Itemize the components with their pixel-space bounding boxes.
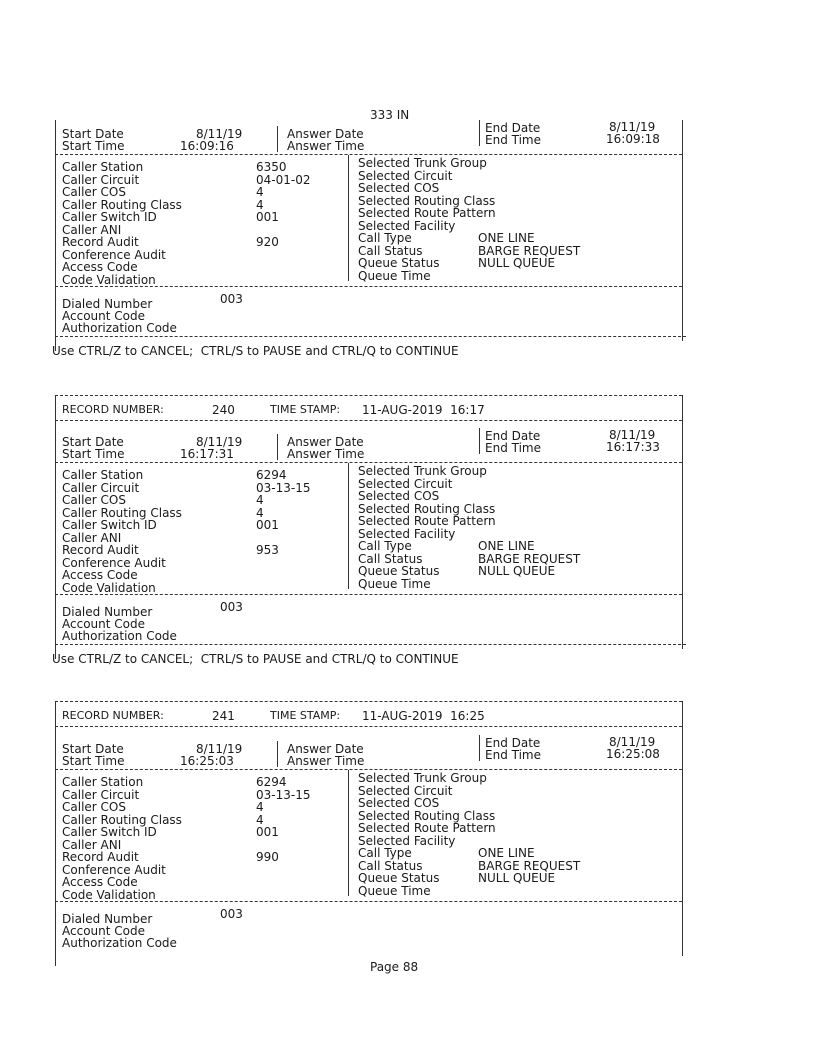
call-status: BARGE REQUEST	[478, 858, 581, 873]
continue-prompt: Use CTRL/Z to CANCEL; CTRL/S to PAUSE and CTRL/Q to CONTINUE	[52, 652, 459, 666]
selected-circuit-label: Selected Circuit	[358, 783, 453, 798]
column-rule	[55, 395, 56, 659]
account-code-label: Account Code	[62, 617, 145, 631]
column-rule	[682, 701, 683, 956]
caller-switch-id-label: Caller Switch ID	[62, 210, 157, 224]
page-footer: Page 88	[370, 960, 419, 974]
caller-station: 6294	[256, 775, 287, 789]
queue-time-label: Queue Time	[358, 576, 431, 591]
start-time-label: Start Time	[62, 447, 125, 461]
divider	[55, 286, 682, 287]
access-code-label: Access Code	[62, 260, 138, 274]
selected-routing-class-label: Selected Routing Class	[358, 501, 496, 516]
caller-station: 6350	[256, 160, 287, 174]
divider	[55, 701, 682, 702]
account-code-label: Account Code	[62, 309, 145, 323]
answer-date-label: Answer Date	[287, 435, 364, 449]
caller-station-label: Caller Station	[62, 775, 144, 789]
caller-ani-label: Caller ANI	[62, 222, 122, 237]
end-time: 16:25:08	[606, 747, 660, 761]
dialed-number: 003	[220, 600, 243, 614]
start-date-label: Start Date	[62, 742, 124, 756]
caller-cos-label: Caller COS	[62, 493, 126, 507]
code-validation-label: Code Validation	[62, 580, 156, 595]
caller-routing-class-label: Caller Routing Class	[62, 505, 182, 520]
time-stamp-label: TIME STAMP:	[270, 709, 341, 722]
time-stamp: 11-AUG-2019 16:25	[362, 709, 485, 723]
caller-circuit-label: Caller Circuit	[62, 172, 140, 187]
caller-routing-class: 4	[256, 505, 264, 520]
end-time: 16:09:18	[606, 132, 660, 146]
end-time-label: End Time	[485, 441, 541, 455]
caller-circuit: 03-13-15	[256, 480, 311, 495]
selected-cos-label: Selected COS	[358, 796, 440, 810]
answer-time-label: Answer Time	[287, 754, 365, 768]
caller-switch-id-label: Caller Switch ID	[62, 518, 157, 532]
caller-routing-class: 4	[256, 197, 264, 212]
queue-status-label: Queue Status	[358, 871, 440, 885]
selected-circuit-label: Selected Circuit	[358, 476, 453, 491]
record-audit: 990	[256, 850, 279, 864]
divider	[55, 420, 682, 421]
account-code-label: Account Code	[62, 924, 145, 938]
divider	[55, 462, 682, 463]
answer-time-label: Answer Time	[287, 139, 365, 153]
call-status-label: Call Status	[358, 551, 423, 566]
call-status-label: Call Status	[358, 243, 423, 258]
column-rule	[277, 741, 278, 767]
caller-circuit-label: Caller Circuit	[62, 480, 140, 495]
authorization-code-label: Authorization Code	[62, 321, 177, 335]
end-time-label: End Time	[485, 133, 541, 147]
selected-circuit-label: Selected Circuit	[358, 168, 453, 183]
conference-audit-label: Conference Audit	[62, 555, 166, 570]
code-validation-label: Code Validation	[62, 272, 156, 287]
caller-station-label: Caller Station	[62, 160, 144, 174]
start-date: 8/11/19	[196, 127, 243, 141]
selected-facility-label: Selected Facility	[358, 218, 456, 233]
selected-route-pattern-label: Selected Route Pattern	[358, 206, 496, 220]
code-validation-label: Code Validation	[62, 887, 156, 902]
selected-cos-label: Selected COS	[358, 489, 440, 503]
record-number-label: RECORD NUMBER:	[62, 709, 164, 722]
record-number: 241	[212, 709, 235, 723]
caller-ani-label: Caller ANI	[62, 837, 122, 852]
column-rule	[682, 395, 683, 649]
caller-cos: 4	[256, 800, 264, 814]
conference-audit-label: Conference Audit	[62, 862, 166, 877]
continue-prompt: Use CTRL/Z to CANCEL; CTRL/S to PAUSE and CTRL/Q to CONTINUE	[52, 344, 459, 358]
call-status: BARGE REQUEST	[478, 243, 581, 258]
queue-status-label: Queue Status	[358, 564, 440, 578]
selected-routing-class-label: Selected Routing Class	[358, 808, 496, 823]
caller-routing-class: 4	[256, 812, 264, 827]
divider	[55, 726, 682, 727]
start-time: 16:25:03	[180, 754, 234, 768]
start-time-label: Start Time	[62, 754, 125, 768]
dialed-number-label: Dialed Number	[62, 297, 153, 311]
column-rule	[348, 770, 349, 896]
divider	[55, 594, 682, 595]
conference-audit-label: Conference Audit	[62, 247, 166, 262]
queue-time-label: Queue Time	[358, 883, 431, 898]
call-type: ONE LINE	[478, 846, 535, 860]
caller-circuit: 03-13-15	[256, 787, 311, 802]
record-audit-label: Record Audit	[62, 235, 139, 249]
caller-station-label: Caller Station	[62, 468, 144, 482]
caller-cos-label: Caller COS	[62, 185, 126, 199]
dialed-number-label: Dialed Number	[62, 912, 153, 926]
start-date: 8/11/19	[196, 742, 243, 756]
selected-route-pattern-label: Selected Route Pattern	[358, 514, 496, 528]
column-rule	[55, 120, 56, 351]
time-stamp: 11-AUG-2019 16:17	[362, 403, 485, 417]
start-date: 8/11/19	[196, 435, 243, 449]
time-stamp-label: TIME STAMP:	[270, 403, 341, 416]
divider	[55, 901, 682, 902]
record-audit-label: Record Audit	[62, 543, 139, 557]
record-audit: 953	[256, 543, 279, 557]
call-type: ONE LINE	[478, 539, 535, 553]
call-status: BARGE REQUEST	[478, 551, 581, 566]
queue-status: NULL QUEUE	[478, 564, 556, 578]
caller-cos: 4	[256, 185, 264, 199]
end-time-label: End Time	[485, 748, 541, 762]
column-rule	[479, 120, 480, 146]
caller-circuit-label: Caller Circuit	[62, 787, 140, 802]
column-rule	[277, 126, 278, 152]
queue-status: NULL QUEUE	[478, 871, 556, 885]
selected-trunk-group-label: Selected Trunk Group	[358, 464, 487, 478]
call-status-label: Call Status	[358, 858, 423, 873]
queue-status-label: Queue Status	[358, 256, 440, 270]
dialed-number: 003	[220, 907, 243, 921]
call-type-label: Call Type	[358, 846, 412, 860]
caller-circuit: 04-01-02	[256, 172, 311, 187]
caller-routing-class-label: Caller Routing Class	[62, 197, 182, 212]
selected-route-pattern-label: Selected Route Pattern	[358, 821, 496, 835]
record-number: 240	[212, 403, 235, 417]
queue-time-label: Queue Time	[358, 268, 431, 283]
column-rule	[277, 434, 278, 460]
page-heading: 333 IN	[370, 108, 410, 122]
authorization-code-label: Authorization Code	[62, 936, 177, 950]
end-date: 8/11/19	[609, 735, 656, 749]
call-type-label: Call Type	[358, 231, 412, 245]
end-date: 8/11/19	[609, 120, 656, 134]
start-time-label: Start Time	[62, 139, 125, 153]
answer-date-label: Answer Date	[287, 127, 364, 141]
start-date-label: Start Date	[62, 127, 124, 141]
selected-facility-label: Selected Facility	[358, 833, 456, 848]
end-time: 16:17:33	[606, 440, 660, 454]
caller-ani-label: Caller ANI	[62, 530, 122, 545]
selected-trunk-group-label: Selected Trunk Group	[358, 771, 487, 785]
column-rule	[682, 120, 683, 341]
column-rule	[55, 701, 56, 966]
start-time: 16:09:16	[180, 139, 234, 153]
start-date-label: Start Date	[62, 435, 124, 449]
call-type-label: Call Type	[358, 539, 412, 553]
column-rule	[348, 155, 349, 281]
selected-trunk-group-label: Selected Trunk Group	[358, 156, 487, 170]
dialed-number: 003	[220, 292, 243, 306]
divider	[55, 336, 686, 337]
start-time: 16:17:31	[180, 447, 234, 461]
caller-station: 6294	[256, 468, 287, 482]
selected-cos-label: Selected COS	[358, 181, 440, 195]
call-type: ONE LINE	[478, 231, 535, 245]
caller-routing-class-label: Caller Routing Class	[62, 812, 182, 827]
caller-switch-id: 001	[256, 518, 279, 532]
record-audit: 920	[256, 235, 279, 249]
divider	[55, 395, 682, 396]
caller-cos: 4	[256, 493, 264, 507]
queue-status: NULL QUEUE	[478, 256, 556, 270]
end-date-label: End Date	[485, 736, 541, 750]
caller-switch-id: 001	[256, 825, 279, 839]
record-number-label: RECORD NUMBER:	[62, 403, 164, 416]
access-code-label: Access Code	[62, 568, 138, 582]
answer-time-label: Answer Time	[287, 447, 365, 461]
caller-cos-label: Caller COS	[62, 800, 126, 814]
answer-date-label: Answer Date	[287, 742, 364, 756]
end-date-label: End Date	[485, 121, 541, 135]
end-date-label: End Date	[485, 429, 541, 443]
caller-switch-id-label: Caller Switch ID	[62, 825, 157, 839]
dialed-number-label: Dialed Number	[62, 605, 153, 619]
divider	[55, 769, 682, 770]
divider	[55, 644, 686, 645]
column-rule	[348, 463, 349, 589]
access-code-label: Access Code	[62, 875, 138, 889]
divider	[55, 154, 682, 155]
caller-switch-id: 001	[256, 210, 279, 224]
authorization-code-label: Authorization Code	[62, 629, 177, 643]
end-date: 8/11/19	[609, 428, 656, 442]
column-rule	[479, 735, 480, 761]
record-audit-label: Record Audit	[62, 850, 139, 864]
selected-routing-class-label: Selected Routing Class	[358, 193, 496, 208]
selected-facility-label: Selected Facility	[358, 526, 456, 541]
column-rule	[479, 428, 480, 454]
